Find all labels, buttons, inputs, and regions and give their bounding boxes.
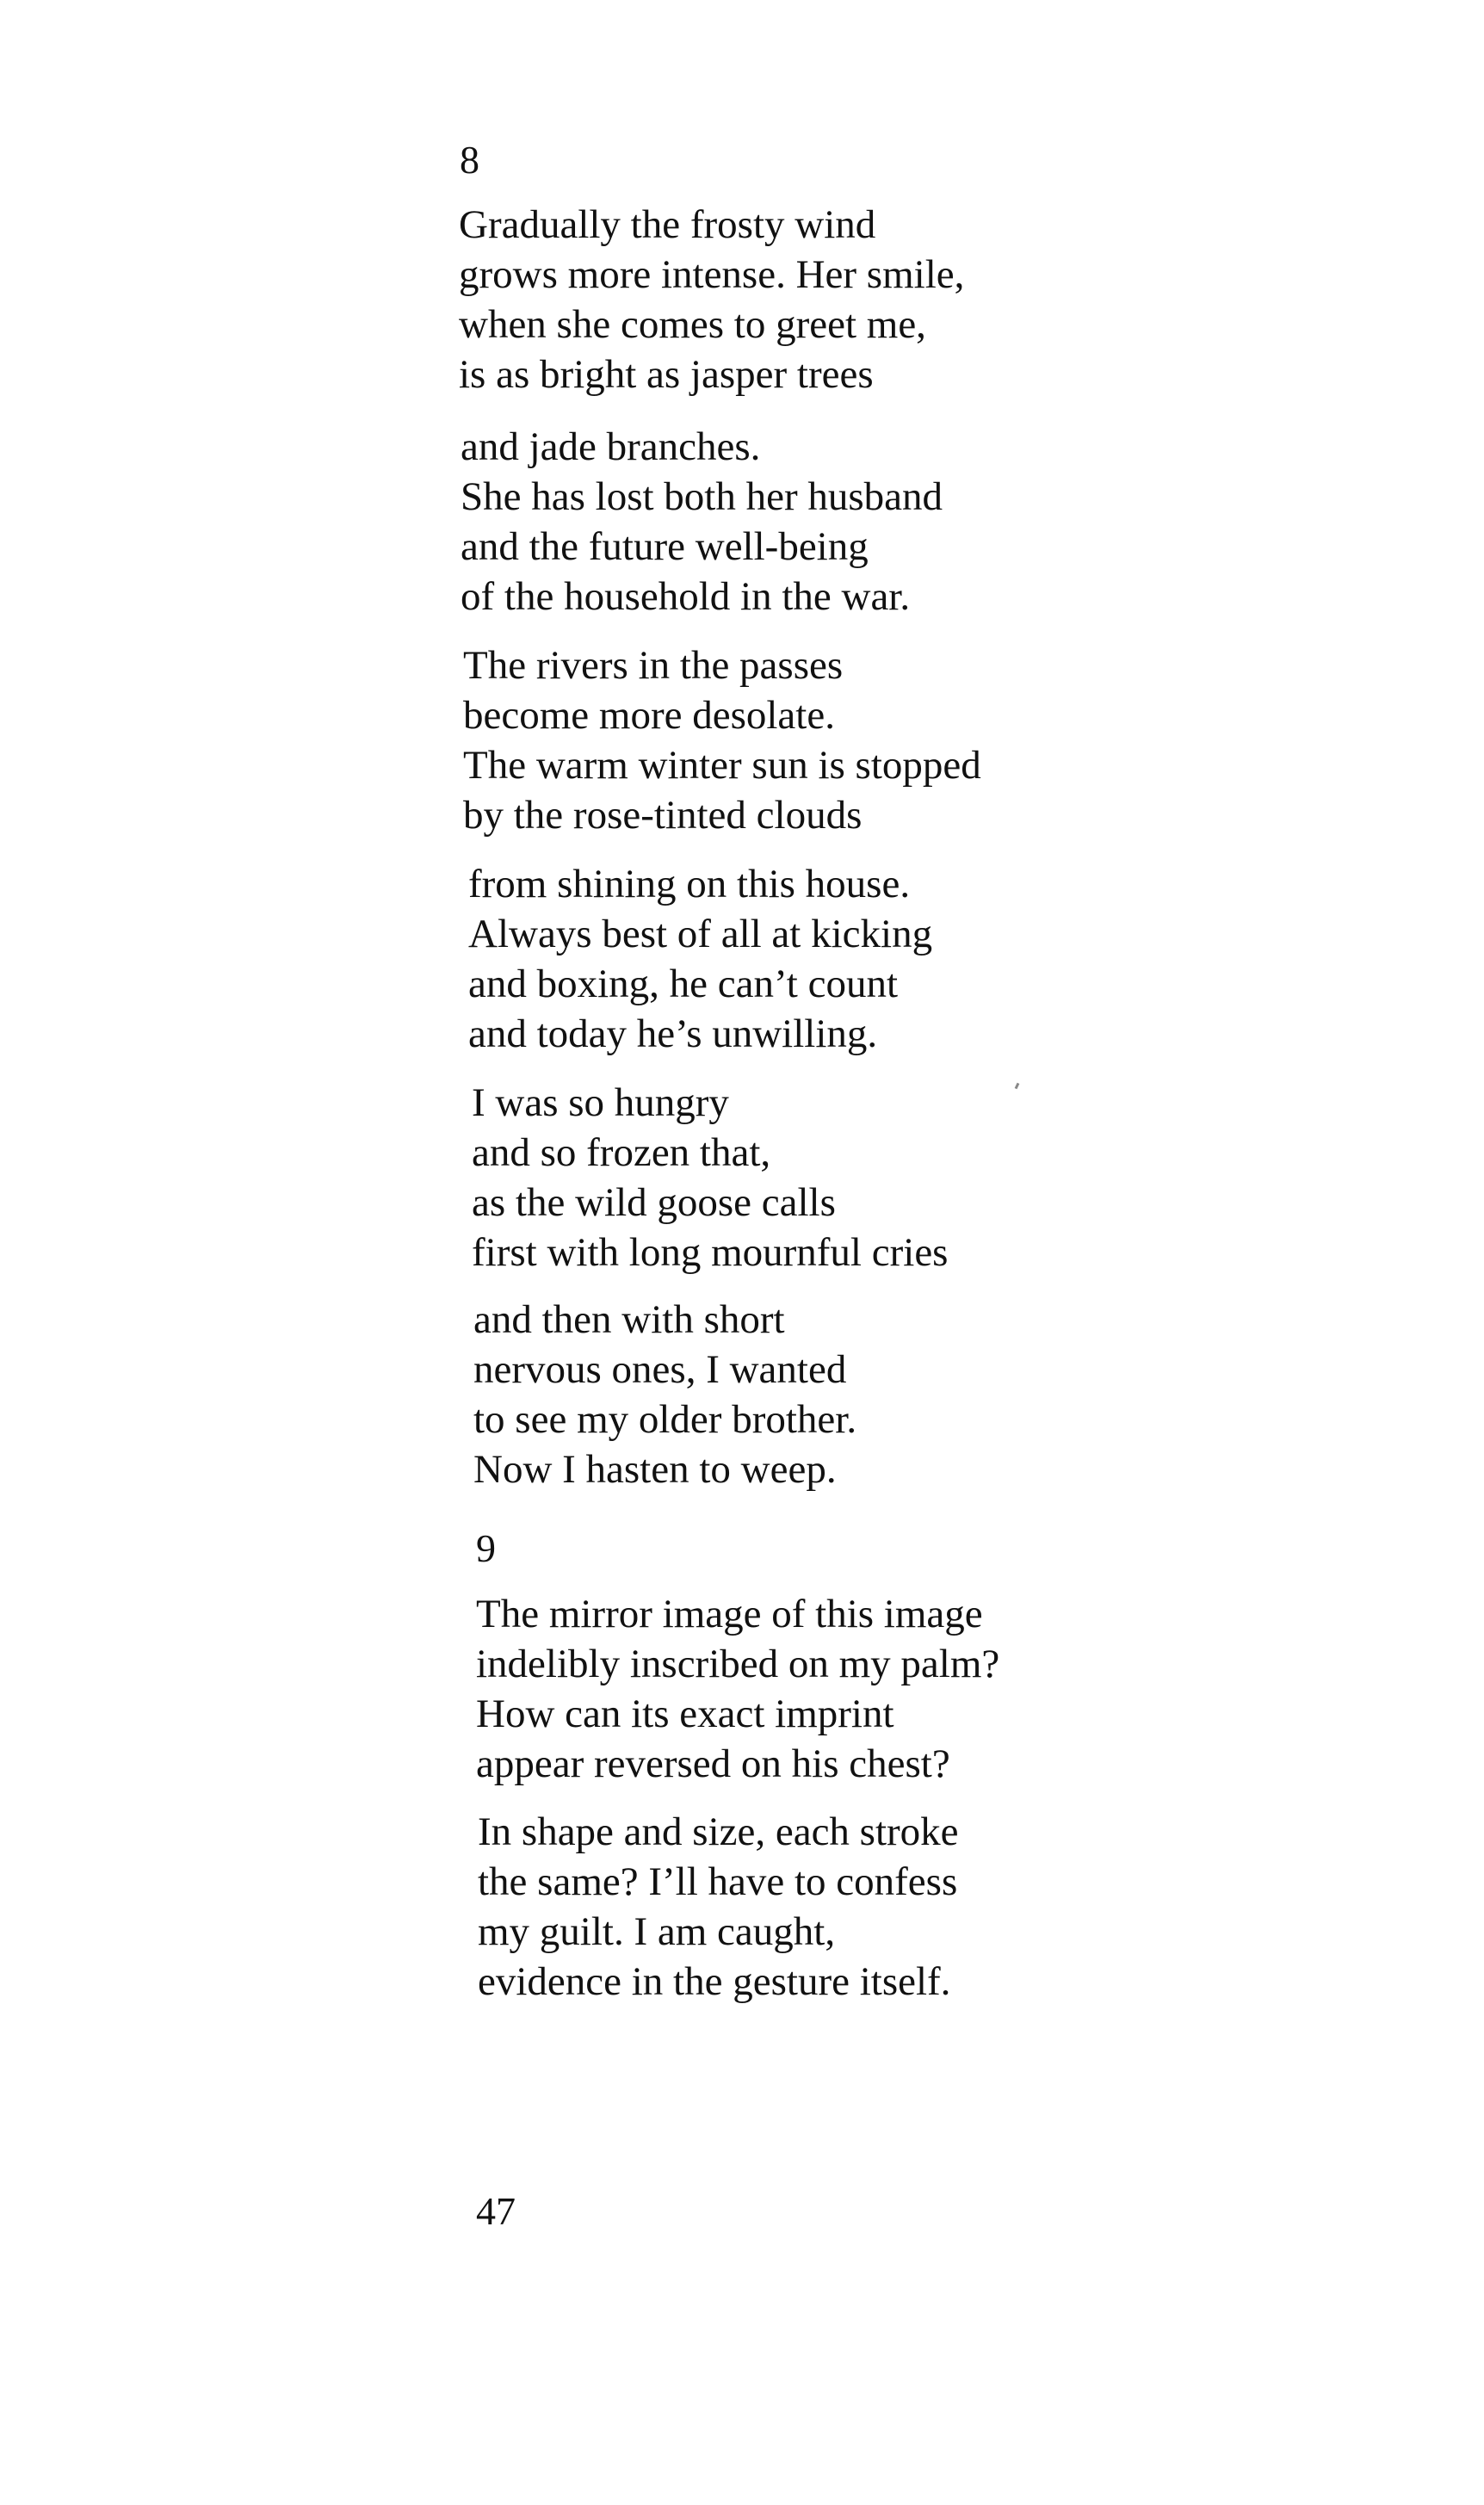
poem-line: evidence in the gesture itself. — [478, 1959, 951, 2004]
poem-line: to see my older brother. — [473, 1397, 857, 1442]
poem-line: Gradually the frosty wind — [459, 202, 876, 247]
section-number-8: 8 — [460, 138, 479, 182]
poem-line: and boxing, he can’t count — [468, 962, 899, 1006]
poem-line: and the future well-being — [461, 524, 869, 569]
poem-line: of the household in the war. — [461, 574, 911, 619]
poem-line: Now I hasten to weep. — [473, 1447, 837, 1492]
stanza-8-6 — [473, 1295, 856, 1494]
poem-line: first with long mournful cries — [472, 1230, 949, 1275]
poem-line: the same? I’ll have to confess — [478, 1859, 958, 1904]
poem-line: How can its exact imprint — [476, 1692, 894, 1736]
poem-line: when she comes to greet me, — [459, 302, 926, 347]
stanza-8-3 — [463, 640, 981, 840]
stanza-8-2 — [461, 422, 943, 622]
poem-line: nervous ones, I wanted — [473, 1347, 847, 1392]
print-speck — [1015, 1083, 1020, 1090]
poem-line: as the wild goose calls — [472, 1180, 836, 1225]
poem-line: I was so hungry — [472, 1080, 729, 1125]
stanza-8-4 — [468, 859, 932, 1059]
poem-line: The warm winter sun is stopped — [463, 743, 981, 788]
poem-line: She has lost both her husband — [461, 474, 943, 519]
poem-line: In shape and size, each stroke — [478, 1809, 959, 1854]
stanza-9-1 — [476, 1589, 999, 1789]
poem-line: appear reversed on his chest? — [476, 1741, 950, 1786]
poem-line: The mirror image of this image — [476, 1592, 983, 1636]
poem-line: become more desolate. — [463, 693, 835, 738]
page-number: 47 — [476, 2189, 516, 2233]
poem-line: my guilt. I am caught, — [478, 1909, 836, 1954]
stanza-8-1 — [459, 200, 964, 399]
section-number-9: 9 — [476, 1526, 496, 1570]
poem-line: and jade branches. — [461, 424, 761, 469]
poem-line: is as bright as jasper trees — [459, 352, 874, 397]
poem-line: by the rose-tinted clouds — [463, 793, 863, 838]
poem-line: and so frozen that, — [472, 1130, 771, 1175]
stanza-9-2 — [478, 1807, 959, 2007]
poem-line: grows more intense. Her smile, — [459, 252, 965, 297]
poem-line: indelibly inscribed on my palm? — [476, 1642, 1000, 1686]
stanza-8-5 — [472, 1078, 948, 1277]
poem-line: and today he’s unwilling. — [468, 1011, 878, 1056]
poem-line: Always best of all at kicking — [468, 912, 933, 956]
poem-line: from shining on this house. — [468, 862, 911, 906]
poem-line: and then with short — [473, 1297, 785, 1342]
poem-line: The rivers in the passes — [463, 643, 844, 688]
